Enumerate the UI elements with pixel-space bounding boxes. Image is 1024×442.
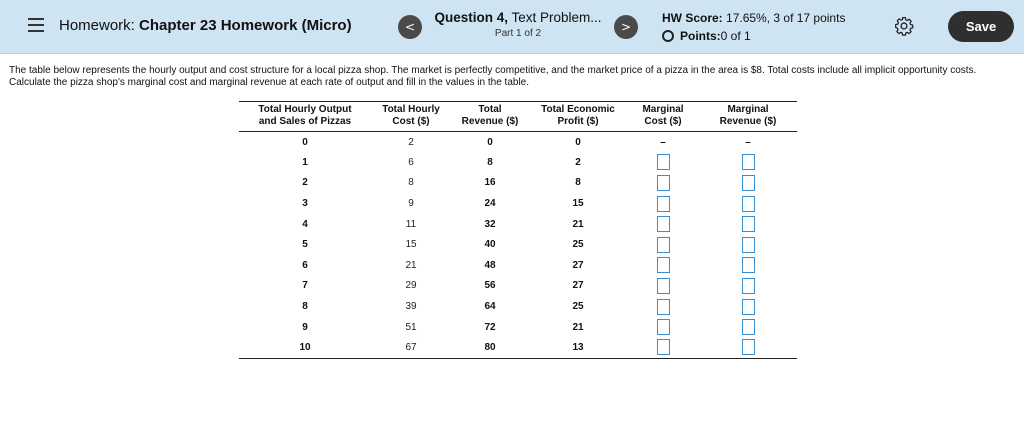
save-button[interactable]: Save [948, 11, 1014, 42]
economic-profit-cell: 27 [572, 280, 584, 292]
marginal-revenue-cell [699, 255, 797, 276]
table-row [239, 214, 797, 235]
pizza-cost-table [239, 101, 797, 359]
homework-prefix: Homework: [59, 17, 140, 34]
marginal-cost-input[interactable] [657, 319, 670, 335]
marginal-revenue-cell [699, 193, 797, 214]
homework-name: Chapter 23 Homework (Micro) [139, 17, 352, 34]
table-header-row [239, 102, 797, 132]
total-cost-cell: 15 [405, 239, 417, 251]
marginal-revenue-input[interactable] [742, 196, 755, 212]
total-cost-cell: 6 [408, 156, 414, 168]
total-cost-cell: 67 [371, 337, 451, 358]
marginal-revenue-cell [699, 152, 797, 173]
total-cost-cell: 9 [408, 198, 414, 210]
marginal-cost-input[interactable] [657, 299, 670, 315]
marginal-revenue-cell [699, 276, 797, 297]
output-cell: 10 [239, 337, 371, 358]
marginal-cost-cell [627, 193, 699, 214]
total-revenue-cell: 16 [484, 177, 496, 189]
marginal-cost-dash: – [660, 136, 666, 148]
top-header-bar [0, 0, 1024, 54]
table-row [239, 296, 797, 317]
marginal-revenue-input[interactable] [742, 237, 755, 253]
marginal-cost-cell [627, 276, 699, 297]
marginal-cost-cell [627, 234, 699, 255]
marginal-cost-cell [627, 255, 699, 276]
marginal-cost-cell [627, 152, 699, 173]
total-revenue-cell: 72 [484, 321, 496, 333]
marginal-cost-cell [627, 173, 699, 194]
output-cell: 9 [302, 321, 308, 333]
marginal-revenue-cell [699, 214, 797, 235]
output-cell: 5 [302, 239, 308, 251]
total-revenue-cell: 32 [484, 218, 496, 230]
economic-profit-cell: 13 [529, 337, 627, 358]
marginal-cost-input[interactable] [657, 278, 670, 294]
marginal-revenue-input[interactable] [742, 154, 755, 170]
points-label: Points: [680, 29, 721, 43]
total-cost-cell: 29 [405, 280, 417, 292]
total-cost-cell: 8 [408, 177, 414, 189]
output-cell: 3 [302, 198, 308, 210]
previous-question-button[interactable]: < [398, 15, 422, 39]
marginal-revenue-cell [699, 296, 797, 317]
points-circle-icon [662, 30, 674, 42]
table-row [239, 317, 797, 338]
marginal-revenue-cell [699, 173, 797, 194]
marginal-revenue-cell [699, 234, 797, 255]
question-part: Part 1 of 2 [494, 28, 542, 39]
output-cell: 0 [302, 136, 308, 148]
total-cost-cell: 21 [405, 259, 417, 271]
homework-title [59, 17, 352, 34]
total-cost-cell: 39 [405, 301, 417, 313]
marginal-cost-input[interactable] [657, 175, 670, 191]
marginal-cost-cell [627, 317, 699, 338]
table-row [239, 337, 797, 358]
economic-profit-cell: 0 [575, 136, 581, 148]
question-instructions: The table below represents the hourly output and cost structure for a local pizza shop. The market is perfectly competitive, and the market price of a pizza in the area is $8. Total costs include all implicit opportunity costs. Calculate the pizza shop's marginal cost and marginal revenue at each rate of output and fill in the values in the table. [9, 65, 977, 88]
marginal-cost-input[interactable] [657, 339, 670, 355]
economic-profit-cell: 8 [575, 177, 581, 189]
question-type: Text Problem... [507, 10, 602, 25]
marginal-revenue-input[interactable] [742, 339, 755, 355]
total-revenue-cell: 40 [484, 239, 496, 251]
economic-profit-cell: 21 [572, 321, 584, 333]
total-cost-cell: 2 [408, 136, 414, 148]
table-row [239, 276, 797, 297]
table-row [239, 234, 797, 255]
output-cell: 6 [302, 259, 308, 271]
hamburger-menu-icon[interactable] [28, 18, 44, 32]
marginal-cost-input[interactable] [657, 257, 670, 273]
economic-profit-cell: 25 [572, 301, 584, 313]
total-revenue-cell: 0 [487, 136, 493, 148]
pizza-cost-table-container [239, 101, 797, 359]
question-number: Question 4, [434, 10, 508, 25]
total-revenue-cell: 80 [451, 337, 529, 358]
total-revenue-cell: 48 [484, 259, 496, 271]
header-total-revenue: Total Revenue ($) [451, 102, 529, 132]
header-marginal-cost: Marginal Cost ($) [627, 102, 699, 132]
economic-profit-cell: 15 [572, 198, 584, 210]
table-row [239, 132, 797, 153]
table-row [239, 152, 797, 173]
economic-profit-cell: 27 [572, 259, 584, 271]
marginal-cost-cell [627, 296, 699, 317]
marginal-cost-input[interactable] [657, 237, 670, 253]
points-value: 0 of 1 [720, 29, 751, 43]
economic-profit-cell: 21 [572, 218, 584, 230]
economic-profit-cell: 25 [572, 239, 584, 251]
marginal-revenue-input[interactable] [742, 319, 755, 335]
total-revenue-cell: 8 [487, 156, 493, 168]
marginal-revenue-dash: – [745, 136, 751, 148]
question-info [428, 10, 608, 39]
question-title [428, 10, 608, 25]
marginal-revenue-input[interactable] [742, 257, 755, 273]
marginal-revenue-input[interactable] [742, 299, 755, 315]
total-revenue-cell: 64 [484, 301, 496, 313]
marginal-cost-input[interactable] [657, 196, 670, 212]
hw-score [662, 11, 845, 25]
output-cell: 4 [302, 218, 308, 230]
marginal-revenue-input[interactable] [742, 278, 755, 294]
output-cell: 2 [302, 177, 308, 189]
total-cost-cell: 51 [405, 321, 417, 333]
hw-score-value: 17.65%, 3 of 17 points [722, 11, 846, 25]
output-cell: 8 [302, 301, 308, 313]
points-line [662, 29, 845, 43]
total-revenue-cell: 56 [484, 280, 496, 292]
header-economic-profit: Total Economic Profit ($) [529, 102, 627, 132]
total-revenue-cell: 24 [484, 198, 496, 210]
hw-score-label: HW Score: [662, 11, 723, 25]
total-cost-cell: 11 [405, 218, 417, 230]
header-total-output: Total Hourly Output and Sales of Pizzas [239, 102, 371, 132]
marginal-revenue-input[interactable] [742, 216, 755, 232]
marginal-revenue-cell [699, 132, 797, 153]
marginal-cost-cell [627, 337, 699, 358]
output-cell: 1 [302, 156, 308, 168]
marginal-revenue-cell [699, 337, 797, 358]
economic-profit-cell: 2 [575, 156, 581, 168]
marginal-cost-cell [627, 132, 699, 153]
table-row [239, 173, 797, 194]
marginal-revenue-input[interactable] [742, 175, 755, 191]
marginal-cost-cell [627, 214, 699, 235]
marginal-revenue-cell [699, 317, 797, 338]
score-panel [662, 11, 845, 43]
gear-icon[interactable] [894, 16, 914, 36]
next-question-button[interactable]: > [614, 15, 638, 39]
table-row [239, 193, 797, 214]
marginal-cost-input[interactable] [657, 154, 670, 170]
table-row [239, 255, 797, 276]
header-total-cost: Total Hourly Cost ($) [371, 102, 451, 132]
output-cell: 7 [302, 280, 308, 292]
header-marginal-revenue: Marginal Revenue ($) [699, 102, 797, 132]
marginal-cost-input[interactable] [657, 216, 670, 232]
